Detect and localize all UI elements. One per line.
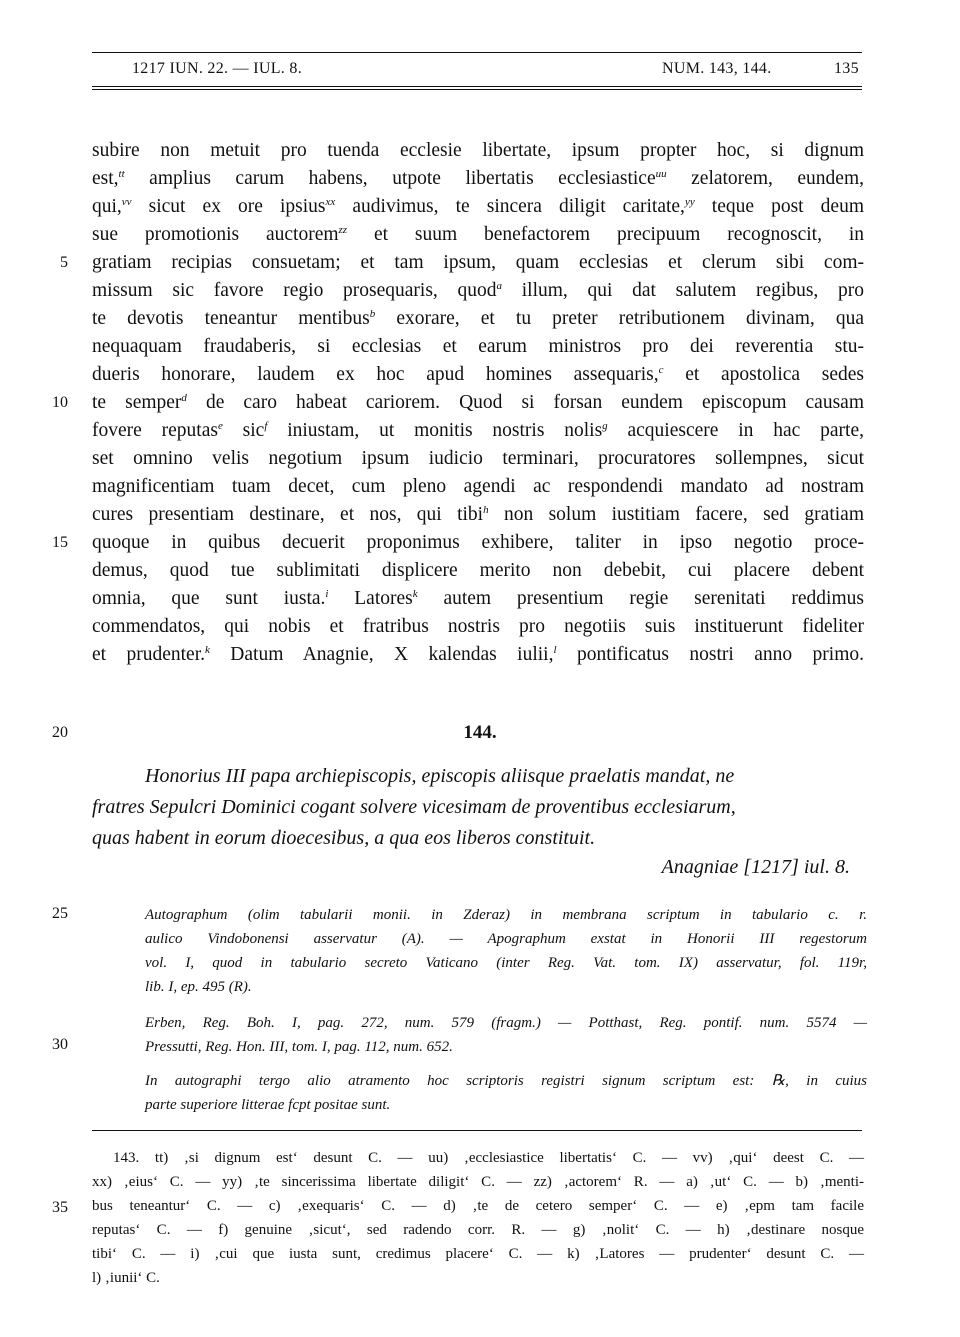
text-line: magnificentiam tuam decet, cum pleno agendi ac respondendi mandato ad nostram — [92, 476, 864, 497]
text-segment: teque post deum — [694, 196, 864, 217]
note-mark: l — [553, 644, 557, 656]
text-segment: qui, — [92, 196, 122, 217]
text-segment: te semper — [92, 392, 182, 413]
footnote-line: bus teneantur‘ C. — c) ‚exequaris‘ C. — d) ‚te de cetero semper‘ C. — e) ‚epm tam facile — [92, 1198, 864, 1214]
text-line: quoque in quibus decuerit proponimus exhibere, taliter in ipso negotio proce- — [92, 532, 864, 553]
text-line: gratiam recipias consuetam; et tam ipsum, quam ecclesias et clerum sibi com- — [92, 252, 864, 273]
regest-line: quas habent in eorum dioecesibus, a qua eos liberos constituit. — [92, 827, 596, 849]
text-segment: sicut ex ore ipsius — [131, 196, 326, 217]
header-rule-top — [92, 52, 862, 53]
text-segment: omnia, que sunt iusta. — [92, 588, 326, 609]
text-segment: et apostolica sedes — [663, 364, 864, 385]
note-mark: zz — [338, 224, 348, 236]
text-segment: de caro habeat cariorem. Quod si forsan eundem episcopum causam — [186, 392, 864, 413]
note-mark: xx — [325, 196, 336, 208]
text-line — [92, 585, 864, 612]
line-number: 10 — [52, 394, 68, 411]
text-segment: fovere reputas — [92, 420, 218, 441]
text-line: set omnino velis negotium ipsum iudicio terminari, procuratores sollempnes, sicut — [92, 448, 864, 469]
regest-line: fratres Sepulcri Dominici cogant solvere vicesimam de proventibus ecclesiarum, — [92, 796, 736, 818]
tradition-line: Pressutti, Reg. Hon. III, tom. I, pag. 112, num. 652. — [145, 1039, 453, 1055]
text-segment: exorare, et tu preter retributionem divinam, qua — [375, 308, 864, 329]
text-line — [92, 277, 864, 304]
header-page-number: 135 — [834, 60, 859, 77]
regest-line: Honorius III papa archiepiscopis, episcopis aliisque praelatis mandat, ne — [145, 765, 735, 787]
header-rule-bottom — [92, 86, 862, 87]
line-number: 30 — [52, 1036, 68, 1053]
note-mark: k — [412, 588, 418, 600]
note-mark: c — [658, 364, 664, 376]
footnote-line: reputas‘ C. — f) genuine ‚sicut‘, sed radendo corr. R. — g) ‚nolit‘ C. — h) ‚destinare nosque — [92, 1222, 864, 1238]
text-segment: pontificatus nostri anno primo. — [556, 644, 864, 665]
note-mark: d — [181, 392, 187, 404]
text-line: demus, quod tue sublimitati displicere merito non debebit, cui placere debent — [92, 560, 864, 581]
footnote-line: l) ‚iunii‘ C. — [92, 1270, 160, 1286]
note-mark: i — [325, 588, 329, 600]
text-segment: illum, qui dat salutem regibus, pro — [502, 280, 864, 301]
text-line: subire non metuit pro tuenda ecclesie libertate, ipsum propter hoc, si dignum — [92, 140, 864, 161]
text-segment: acquiescere in hac parte, — [607, 420, 864, 441]
line-number: 15 — [52, 534, 68, 551]
tradition-line: Autographum (olim tabularii monii. in Zderaz) in membrana scriptum in tabulario c. r. — [145, 907, 867, 923]
text-line — [92, 389, 864, 416]
tradition-line: vol. I, quod in tabulario secreto Vaticano (inter Reg. Vat. tom. IX) asservatur, fol. 119r, — [145, 955, 867, 971]
text-segment: amplius carum habens, utpote libertatis ecclesiastice — [124, 168, 656, 189]
note-mark: a — [496, 280, 503, 292]
text-segment: non solum iustitiam facere, sed gratiam — [488, 504, 864, 525]
footnote-line: xx) ‚eius‘ C. — yy) ‚te sincerissima libertate diligit‘ C. — zz) ‚actorem‘ R. — a) ‚ut‘ C. — b) ‚menti- — [92, 1174, 864, 1190]
header-date-range: 1217 IUN. 22. — IUL. 8. — [132, 60, 302, 77]
tradition-line: In autographi tergo alio atramento hoc scriptoris registri signum scriptum est: ℞, in cuius — [145, 1073, 867, 1089]
header-rule-bottom-double — [92, 89, 862, 90]
text-line — [92, 361, 864, 388]
text-line — [92, 165, 864, 192]
note-mark: vv — [121, 196, 132, 208]
tradition-line: Erben, Reg. Boh. I, pag. 272, num. 579 (fragm.) — Potthast, Reg. pontif. num. 5574 — — [145, 1015, 867, 1031]
note-mark: tt — [118, 168, 125, 180]
text-segment: sue promotionis auctorem — [92, 224, 339, 245]
footnote-line: tibi‘ C. — i) ‚cui que iusta sunt, credimus placere‘ C. — k) ‚Latores — prudenter‘ desunt C. — — [92, 1246, 864, 1262]
text-segment: dueris honorare, laudem ex hoc apud homines assequaris, — [92, 364, 659, 385]
note-mark: yy — [684, 196, 695, 208]
line-number: 35 — [52, 1199, 68, 1216]
line-number: 20 — [52, 724, 68, 741]
text-line — [92, 641, 864, 668]
note-mark: uu — [655, 168, 667, 180]
footnote-rule — [92, 1130, 862, 1131]
text-segment: est, — [92, 168, 119, 189]
footnote-line: 143. tt) ‚si dignum est‘ desunt C. — uu) ‚ecclesiastice libertatis‘ C. — vv) ‚qui‘ deest C. — — [113, 1150, 864, 1166]
note-mark: e — [217, 420, 223, 432]
text-line: commendatos, qui nobis et fratribus nostris pro negotiis suis instituerunt fideliter — [92, 616, 864, 637]
text-segment: sic — [222, 420, 265, 441]
note-mark: f — [264, 420, 268, 432]
text-segment: audivimus, te sincera diligit caritate, — [335, 196, 685, 217]
note-mark: g — [602, 420, 608, 432]
text-line — [92, 417, 864, 444]
note-mark: h — [483, 504, 489, 516]
text-line: nequaquam fraudaberis, si ecclesias et earum ministros pro dei reverentia stu- — [92, 336, 864, 357]
text-segment: cures presentiam destinare, et nos, qui tibi — [92, 504, 484, 525]
text-segment: te devotis teneantur mentibus — [92, 308, 370, 329]
tradition-line: lib. I, ep. 495 (R). — [145, 979, 252, 995]
text-line — [92, 305, 864, 332]
text-segment: iniustam, ut monitis nostris nolis — [267, 420, 603, 441]
text-line — [92, 221, 864, 248]
text-segment: et suum benefactorem precipuum recognoscit, in — [347, 224, 864, 245]
header-numbers: NUM. 143, 144. — [662, 60, 772, 77]
line-number: 25 — [52, 905, 68, 922]
tradition-line: aulico Vindobonensi asservatur (A). — Apographum exstat in Honorii III regestorum — [145, 931, 867, 947]
dating: Anagniae [1217] iul. 8. — [661, 856, 850, 878]
note-mark: b — [369, 308, 376, 320]
text-line — [92, 193, 864, 220]
text-line — [92, 501, 864, 528]
text-segment: missum sic favore regio prosequaris, quod — [92, 280, 497, 301]
text-segment: Datum Anagnie, X kalendas iulii, — [209, 644, 554, 665]
text-segment: et prudenter. — [92, 644, 205, 665]
document-number: 144. — [463, 722, 497, 743]
note-mark: k — [205, 644, 210, 656]
tradition-line: parte superiore litterae fcpt positae sunt. — [145, 1097, 391, 1113]
line-number: 5 — [60, 254, 68, 271]
text-segment: zelatorem, eundem, — [666, 168, 864, 189]
text-segment: Latores — [328, 588, 413, 609]
text-segment: autem presentium regie serenitati reddimus — [417, 588, 864, 609]
